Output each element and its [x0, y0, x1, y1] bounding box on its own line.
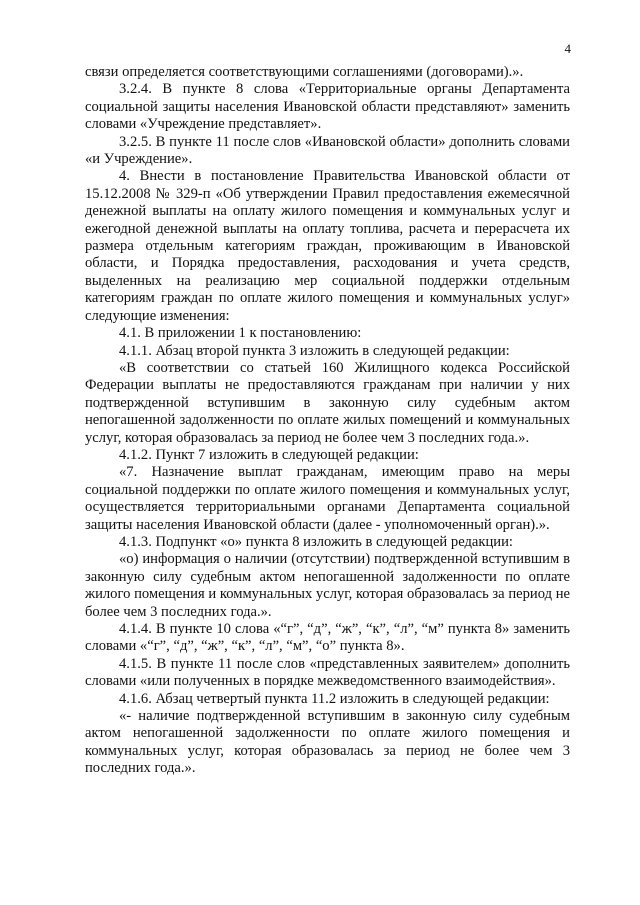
- paragraph-3-2-5: 3.2.5. В пункте 11 после слов «Ивановской области» дополнить словами «и Учреждение».: [85, 133, 570, 168]
- paragraph-4-1-1: 4.1.1. Абзац второй пункта 3 изложить в следующей редакции:: [119, 342, 510, 359]
- paragraph-4-1-2: 4.1.2. Пункт 7 изложить в следующей редакции:: [119, 446, 419, 463]
- document-body: [85, 64, 570, 778]
- paragraph-4-1-3: 4.1.3. Подпункт «о» пункта 8 изложить в следующей редакции:: [119, 533, 513, 550]
- paragraph-3-2-4: 3.2.4. В пункте 8 слова «Территориальные органы Департамента социальной защиты населения Ивановской области представляют» заменить словами «Учреждение представляет».: [85, 81, 570, 133]
- paragraph-4-1-4: 4.1.4. В пункте 10 слова «“г”, “д”, “ж”, “к”, “л”, “м” пункта 8» заменить словами «“г”, “д”, “ж”, “к”, “л”, “м”, “о” пункта 8».: [85, 621, 570, 655]
- paragraph-continuation: связи определяется соответствующими соглашениями (договорами).».: [85, 64, 524, 80]
- paragraph-4: 4. Внести в постановление Правительства Ивановской области от 15.12.2008 № 329-п «Об утверждении Правил предоставления ежемесячной денежной выплаты на оплату жилого помещения и коммунальных услуг и ежегодной денежной выплаты на оплату топлива, расчета и перерасчета их размера отдельным категориям граждан, проживающим в Ивановской области, и Порядка предоставления, расходования и учета средств, выделенных на реализацию мер социальной поддержки отдельным категориям граждан по оплате жилого помещения и коммунальных услуг» следующие изменения:: [85, 168, 570, 324]
- quote-4-1-1: «В соответствии со статьей 160 Жилищного кодекса Российской Федерации выплаты не предоставляются гражданам при наличии у них подтвержденной вступившим в законную силу судебным актом непогашенной задолженности по оплате жилых помещений и коммунальных услуг, которая образовалась за период не более чем 3 последних года.».: [85, 359, 570, 446]
- paragraph-4-1: 4.1. В приложении 1 к постановлению:: [119, 325, 362, 342]
- paragraph-4-1-6: 4.1.6. Абзац четвертый пункта 11.2 изложить в следующей редакции:: [119, 690, 550, 707]
- quote-4-1-3: «о) информация о наличии (отсутствии) подтвержденной вступившим в законную силу судебным актом непогашенной задолженности по оплате жилого помещения и коммунальных услуг, которая образовалась за период не более чем 3 последних года.».: [85, 551, 570, 620]
- quote-4-1-6: «- наличие подтвержденной вступившим в законную силу судебным актом непогашенной задолженности по оплате жилого помещения и коммунальных услуг, которая образовалась за период не более чем 3 последних года.».: [85, 708, 570, 777]
- quote-4-1-2: «7. Назначение выплат гражданам, имеющим право на меры социальной поддержки по оплате жилого помещения и коммунальных услуг, осуществляется территориальными органами Департамента социальной защиты населения Ивановской области (далее - уполномоченный орган).».: [85, 464, 570, 533]
- page-number: 4: [564, 41, 571, 56]
- paragraph-4-1-5: 4.1.5. В пункте 11 после слов «представленных заявителем» дополнить словами «или полученных в порядке межведомственного взаимодействия».: [85, 655, 570, 690]
